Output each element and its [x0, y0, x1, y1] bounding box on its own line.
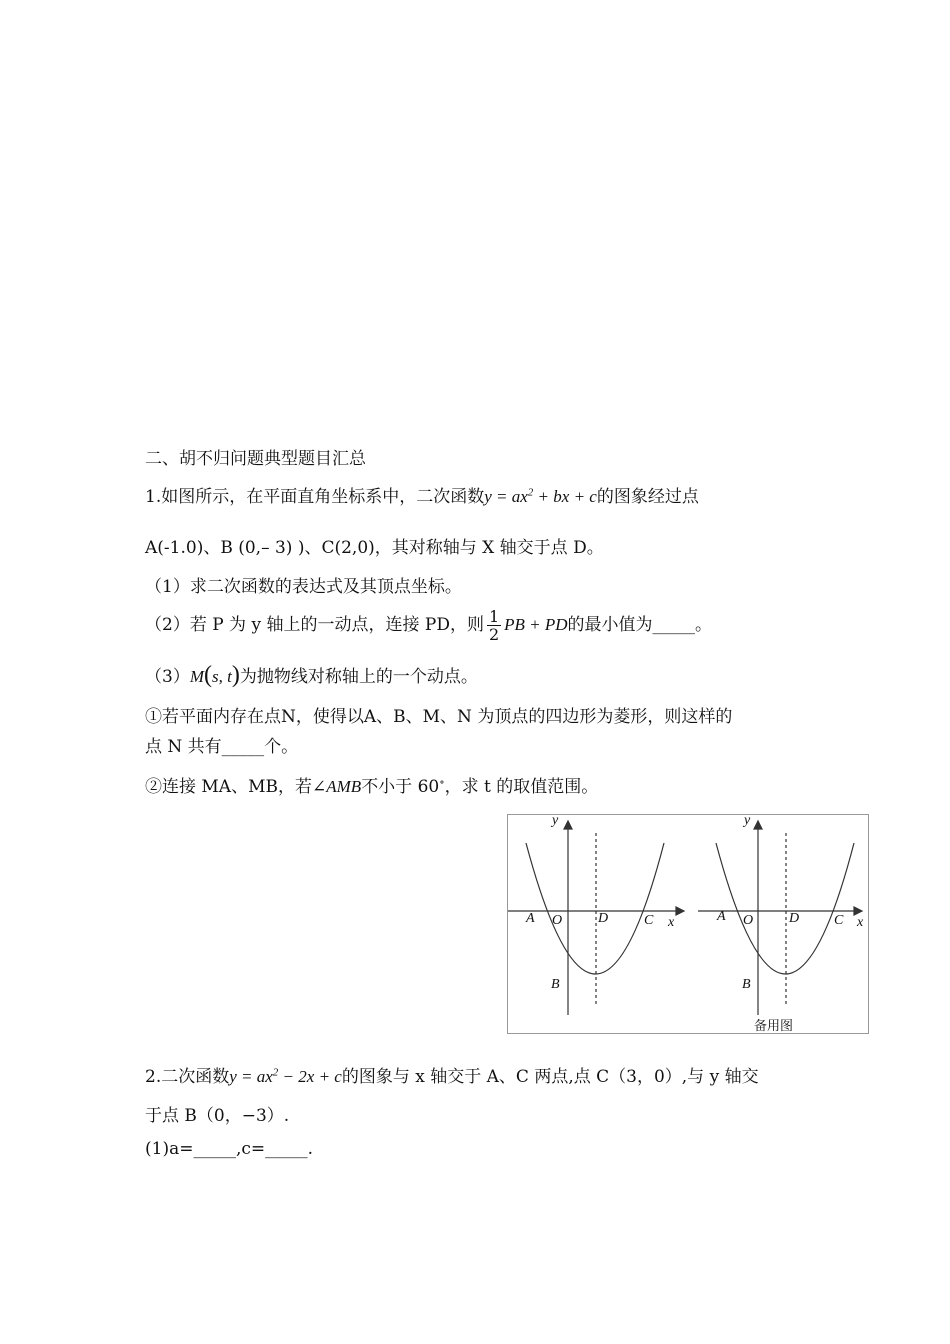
right-point-b-label: B: [742, 977, 751, 992]
parabola-figure: [507, 814, 869, 1034]
left-point-d-label: D: [598, 911, 609, 926]
q1-part2: （2）若 P 为 y 轴上的一动点，连接 PD，则 $\frac{1}{2}$ PB + PD的最小值为_____。: [145, 607, 713, 644]
figure-caption: 备用图: [754, 1019, 794, 1034]
right-x-axis-label: x: [857, 915, 864, 930]
q2-intro: 2.二次函数$y = ax^2 - 2x + c$的图象与 x 轴交于 A、C 两点,点 C（3，0）,与 y 轴交: [145, 1066, 759, 1087]
left-origin-label: O: [552, 913, 563, 928]
q2-part1: (1)a=_____,c=_____.: [145, 1139, 314, 1159]
left-y-axis-label: y: [552, 813, 559, 828]
q1-part1: （1）求二次函数的表达式及其顶点坐标。: [145, 577, 462, 597]
right-point-a-label: A: [717, 909, 726, 924]
right-origin-label: O: [743, 913, 754, 928]
left-point-b-label: B: [551, 977, 560, 992]
q1-intro-post: 的图象经过点: [596, 487, 699, 507]
q1-part2-expr: PB + PD: [504, 615, 568, 634]
q1-intro: [145, 486, 699, 508]
q1-sub1-line2: 点 N 共有_____个。: [145, 737, 299, 757]
q1-sub2: ②连接 MA、MB，若∠AMB不小于 60∘，求 t 的取值范围。: [145, 775, 599, 797]
section-title: 二、胡不归问题典型题目汇总: [145, 449, 366, 469]
right-point-c-label: C: [834, 913, 844, 928]
q1-function: $y = ax^2$ + bx + c: [484, 486, 597, 506]
left-point-c-label: C: [644, 913, 654, 928]
q2-function: $y = ax^2 - 2x + c$: [229, 1066, 342, 1086]
left-point-a-label: A: [526, 911, 535, 926]
q1-sub1-line1: ①若平面内存在点N，使得以A、B、M、N 为顶点的四边形为菱形，则这样的: [145, 707, 733, 727]
left-x-axis-label: x: [668, 915, 675, 930]
right-y-axis-label: y: [744, 813, 751, 828]
q1-points: A(-1.0)、B (0,– 3) )、C(2,0)，其对称轴与 X 轴交于点 D。: [145, 538, 604, 558]
q1-intro-pre: 1.如图所示，在平面直角坐标系中，二次函数: [145, 487, 485, 507]
q1-part3: （3）M(s, t)为抛物线对称轴上的一个动点。: [145, 662, 478, 688]
right-point-d-label: D: [789, 911, 800, 926]
q2-line2: 于点 B（0，−3）.: [145, 1106, 290, 1126]
fraction-one-half: $\frac{1}{2}$: [488, 607, 500, 644]
